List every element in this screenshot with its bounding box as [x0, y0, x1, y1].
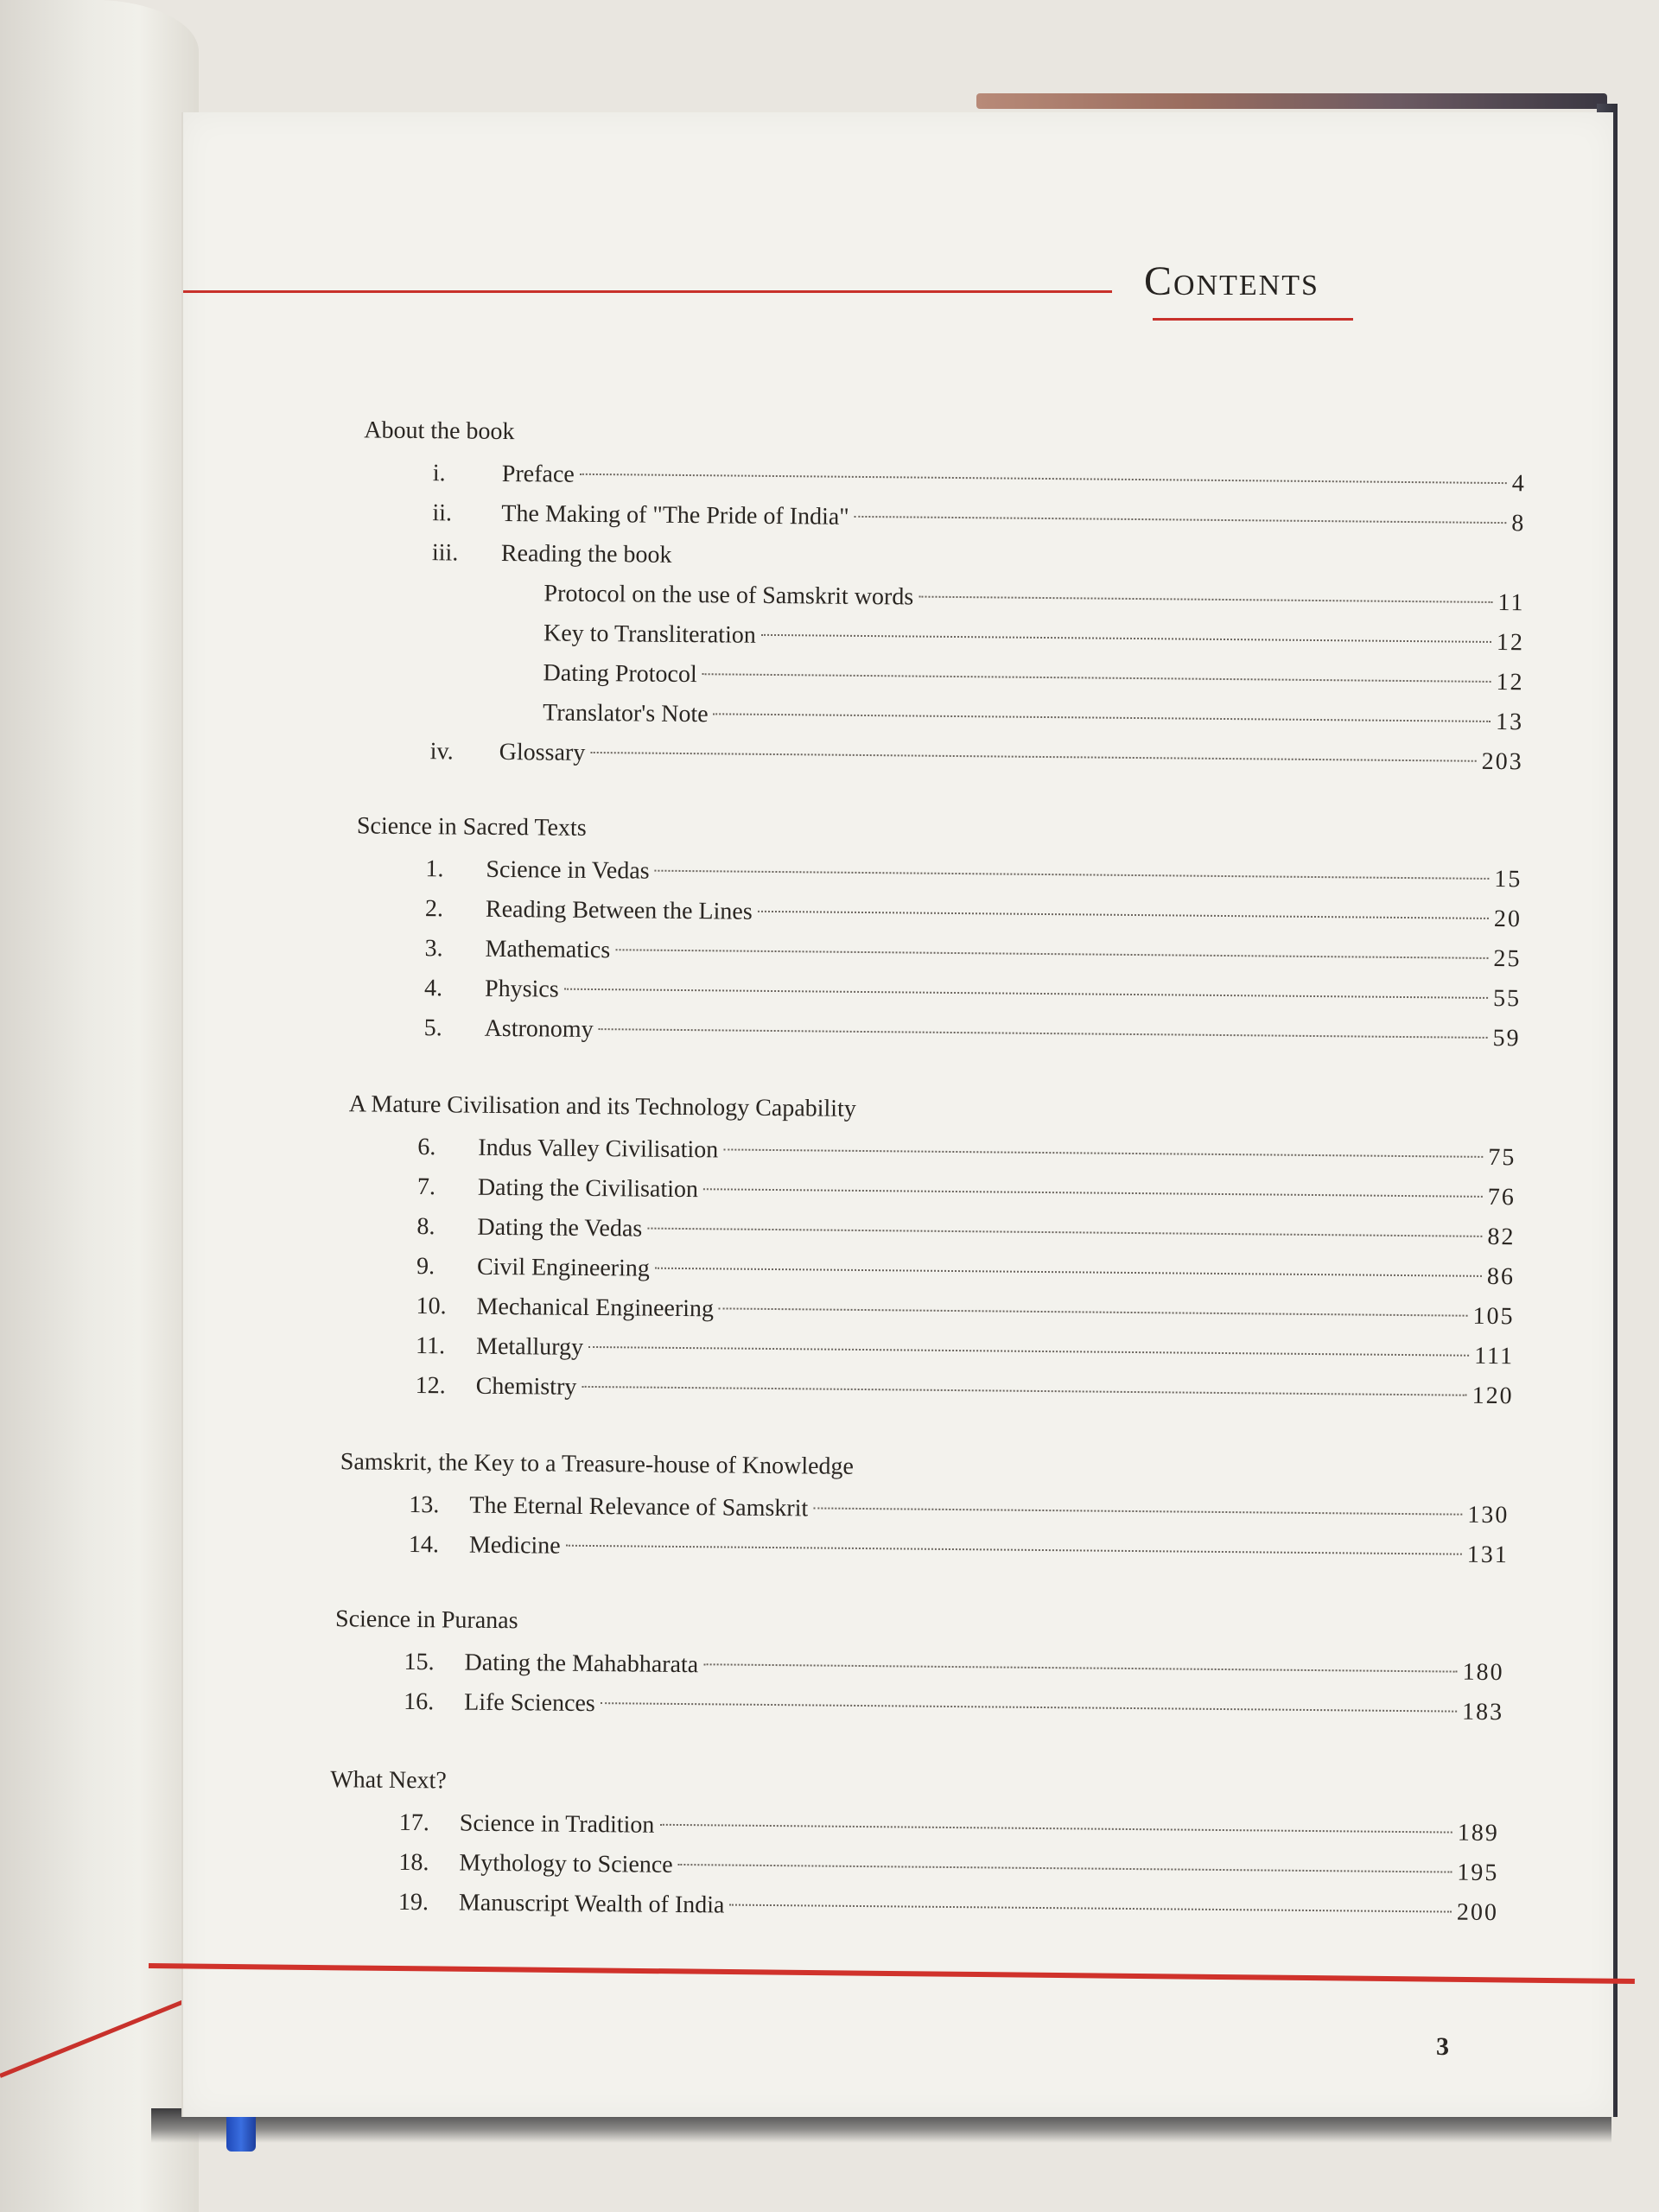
entry-number: iii.	[431, 539, 459, 567]
entry-number: ii.	[432, 499, 453, 527]
page-title: Contents	[1144, 258, 1319, 304]
toc-section-science-in-puranas	[170, 1604, 1601, 1733]
entry-number: 1.	[425, 855, 444, 883]
entry-page: 76	[1487, 1183, 1516, 1211]
entry-number: 5.	[423, 1014, 442, 1042]
dot-leader	[566, 1545, 1462, 1555]
section-title: About the book	[364, 416, 515, 446]
dot-leader	[590, 752, 1476, 762]
entry-number: 14.	[408, 1530, 440, 1559]
book-cover-top-edge	[976, 93, 1607, 109]
entry-number: 7.	[416, 1173, 436, 1201]
entry-page: 12	[1496, 669, 1524, 696]
entry-label: Indus Valley Civilisation	[478, 1134, 719, 1164]
entry-number: 11.	[415, 1332, 446, 1360]
entry-number: 13.	[409, 1491, 440, 1519]
entry-number: 18.	[398, 1848, 429, 1877]
dot-leader	[702, 673, 1491, 683]
dot-leader	[588, 1346, 1469, 1357]
entry-number: 19.	[397, 1888, 429, 1916]
entry-number: 17.	[398, 1808, 429, 1837]
entry-page: 200	[1456, 1898, 1499, 1927]
dot-leader	[719, 1307, 1468, 1316]
entry-page: 183	[1461, 1698, 1504, 1726]
entry-page: 189	[1457, 1819, 1499, 1847]
dot-leader	[599, 1028, 1488, 1039]
footer-red-rule	[149, 1963, 1635, 1984]
entry-label: Dating the Vedas	[477, 1213, 643, 1243]
entry-page: 75	[1488, 1143, 1516, 1172]
dot-leader	[813, 1507, 1462, 1515]
entry-page: 59	[1492, 1024, 1521, 1052]
entry-number: i.	[432, 460, 446, 487]
dot-leader	[678, 1864, 1452, 1873]
dot-leader	[655, 1268, 1482, 1277]
entry-number: 12.	[415, 1372, 446, 1400]
entry-label: Preface	[501, 460, 575, 488]
entry-label: Protocol on the use of Samskrit words	[543, 580, 914, 611]
entry-page: 4	[1511, 470, 1526, 498]
entry-page: 13	[1495, 709, 1524, 736]
dot-leader	[582, 1386, 1466, 1396]
dot-leader	[729, 1904, 1451, 1913]
entry-number: 3.	[424, 935, 443, 963]
section-title: Science in Puranas	[334, 1605, 518, 1635]
dot-leader	[758, 911, 1489, 919]
entry-page: 131	[1466, 1541, 1510, 1569]
entry-label: Dating the Mahabharata	[464, 1649, 699, 1679]
entry-label: Reading the book	[500, 539, 672, 569]
entry-label: Physics	[484, 975, 559, 1003]
entry-number: 9.	[416, 1253, 435, 1281]
section-title: Science in Sacred Texts	[356, 812, 587, 842]
entry-page: 15	[1494, 865, 1522, 893]
dot-leader	[723, 1148, 1483, 1157]
entry-label: The Eternal Relevance of Samskrit	[469, 1491, 809, 1522]
entry-label: Metallurgy	[475, 1332, 584, 1361]
entry-page: 12	[1496, 629, 1525, 657]
entry-label: Science in Vedas	[486, 855, 650, 885]
dot-leader	[703, 1663, 1457, 1672]
entry-page: 203	[1481, 747, 1523, 776]
entry-label: Chemistry	[475, 1372, 577, 1401]
page-number: 3	[1436, 2032, 1449, 2061]
entry-number: 2.	[424, 895, 444, 923]
toc-section-science-in-sacred-texts	[176, 810, 1609, 1059]
entry-number: 16.	[404, 1688, 435, 1716]
dot-leader	[580, 474, 1507, 484]
entry-label: Manuscript Wealth of India	[458, 1889, 725, 1919]
entry-label: Translator's Note	[543, 699, 709, 728]
entry-page: 25	[1493, 944, 1522, 973]
entry-label: The Making of "The Pride of India"	[501, 499, 849, 531]
section-title: What Next?	[330, 1766, 447, 1795]
dot-leader	[655, 870, 1490, 880]
section-title: Samskrit, the Key to a Treasure-house of Knowledge	[340, 1448, 855, 1480]
entry-label: Key to Transliteration	[543, 620, 756, 649]
entry-page: 11	[1497, 589, 1525, 617]
entry-label: Reading Between the Lines	[485, 895, 753, 925]
entry-page: 120	[1471, 1382, 1514, 1410]
dot-leader	[714, 713, 1491, 722]
entry-number: iv.	[429, 738, 454, 766]
entry-number: 8.	[416, 1213, 435, 1241]
entry-label: Dating the Civilisation	[477, 1173, 699, 1204]
entry-label: Mythology to Science	[459, 1849, 673, 1878]
entry-page: 55	[1492, 984, 1522, 1013]
entry-label: Dating Protocol	[543, 659, 697, 689]
entry-label: Science in Tradition	[459, 1809, 655, 1839]
entry-label: Glossary	[499, 738, 586, 766]
table-of-contents	[168, 104, 1616, 1932]
entry-label: Mechanical Engineering	[476, 1293, 715, 1323]
entry-page: 82	[1487, 1223, 1516, 1251]
dot-leader	[703, 1188, 1483, 1198]
dot-leader	[615, 949, 1488, 959]
entry-page: 105	[1472, 1302, 1515, 1331]
toc-section-samskrit	[172, 1446, 1603, 1576]
dot-leader	[601, 1702, 1457, 1713]
dot-leader	[918, 596, 1492, 603]
entry-label: Medicine	[468, 1531, 561, 1560]
entry-page: 180	[1462, 1658, 1504, 1687]
toc-section-mature-civilisation	[173, 1089, 1605, 1417]
entry-page: 8	[1511, 510, 1526, 537]
toc-section-what-next	[168, 1764, 1600, 1934]
dot-leader	[564, 988, 1488, 999]
dot-leader	[647, 1228, 1482, 1237]
toc-section-about-the-book	[180, 415, 1613, 783]
entry-label: Astronomy	[484, 1014, 594, 1043]
entry-label: Civil Engineering	[476, 1253, 651, 1282]
dot-leader	[659, 1824, 1452, 1834]
section-title: A Mature Civilisation and its Technology Capability	[348, 1090, 856, 1122]
dot-leader	[761, 634, 1491, 643]
contents-page	[181, 112, 1613, 2117]
dot-leader	[855, 516, 1507, 524]
entry-number: 6.	[417, 1134, 436, 1161]
entry-page: 130	[1467, 1501, 1510, 1529]
entry-page: 86	[1486, 1262, 1516, 1291]
entry-label: Life Sciences	[464, 1688, 595, 1718]
entry-number: 4.	[423, 975, 443, 1002]
entry-page: 20	[1493, 905, 1522, 933]
entry-page: 111	[1474, 1342, 1515, 1370]
entry-number: 10.	[416, 1293, 447, 1320]
entry-page: 195	[1457, 1859, 1499, 1887]
entry-number: 15.	[404, 1648, 435, 1676]
entry-label: Mathematics	[485, 935, 611, 964]
